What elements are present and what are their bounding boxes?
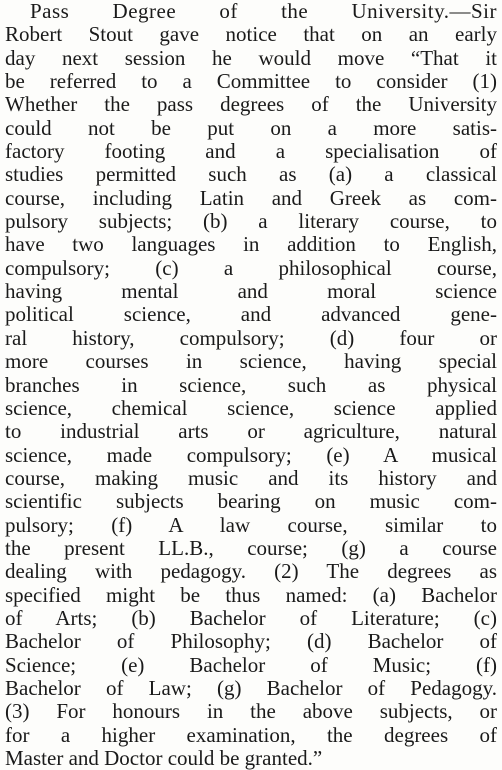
article-line: having mental and moral science [5,279,497,304]
article-line: dealing with pedagogy. (2) The degrees as [5,559,497,584]
article-line: specified might be thus named: (a) Bachelor [5,582,497,607]
article-line: Science; (e) Bachelor of Music; (f) [5,652,497,677]
article-line: Master and Doctor could be granted.” [5,746,323,770]
article-line: course, making music and its history and [5,465,497,490]
article-column [5,0,497,770]
article-line: could not be put on a more satis- [5,115,497,140]
article-line: Robert Stout gave notice that on an early [5,22,497,47]
article-line: Bachelor of Philosophy; (d) Bachelor of [5,629,497,654]
article-line: compulsory; (c) a philosophical course, [5,255,497,280]
article-line: political science, and advanced gene- [5,302,497,327]
article-line: the present LL.B., course; (g) a course [5,535,497,560]
article-line: more courses in science, having special [5,349,497,374]
article-line: science, chemical science, science applied [5,395,497,420]
article-line: factory footing and a specialisation of [5,139,497,164]
article-line: course, including Latin and Greek as com- [5,185,497,210]
article-line: for a higher examination, the degrees of [5,722,497,747]
article-line: of Arts; (b) Bachelor of Literature; (c) [5,605,497,630]
article-line: to industrial arts or agriculture, natural [5,419,497,444]
article-line: studies permitted such as (a) a classical [5,162,497,187]
article-line: science, made compulsory; (e) A musical [5,442,497,467]
article-line-headline: Pass Degree of the University.—Sir [30,0,497,23]
article-line: Bachelor of Law; (g) Bachelor of Pedagogy. [5,675,497,700]
article-line: Whether the pass degrees of the University [5,92,497,117]
article-line: have two languages in addition to English, [5,232,497,257]
article-line: pulsory; (f) A law course, similar to [5,512,497,537]
article-line: pulsory subjects; (b) a literary course, to [5,209,497,234]
article-line: branches in science, such as physical [5,372,497,397]
article-line: scientific subjects bearing on music com- [5,489,497,514]
article-line: (3) For honours in the above subjects, or [5,699,497,724]
article-line: be referred to a Committee to consider (1) [5,69,497,94]
article-line: ral history, compulsory; (d) four or [5,325,497,350]
article-line: day next session he would move “That it [5,45,497,70]
